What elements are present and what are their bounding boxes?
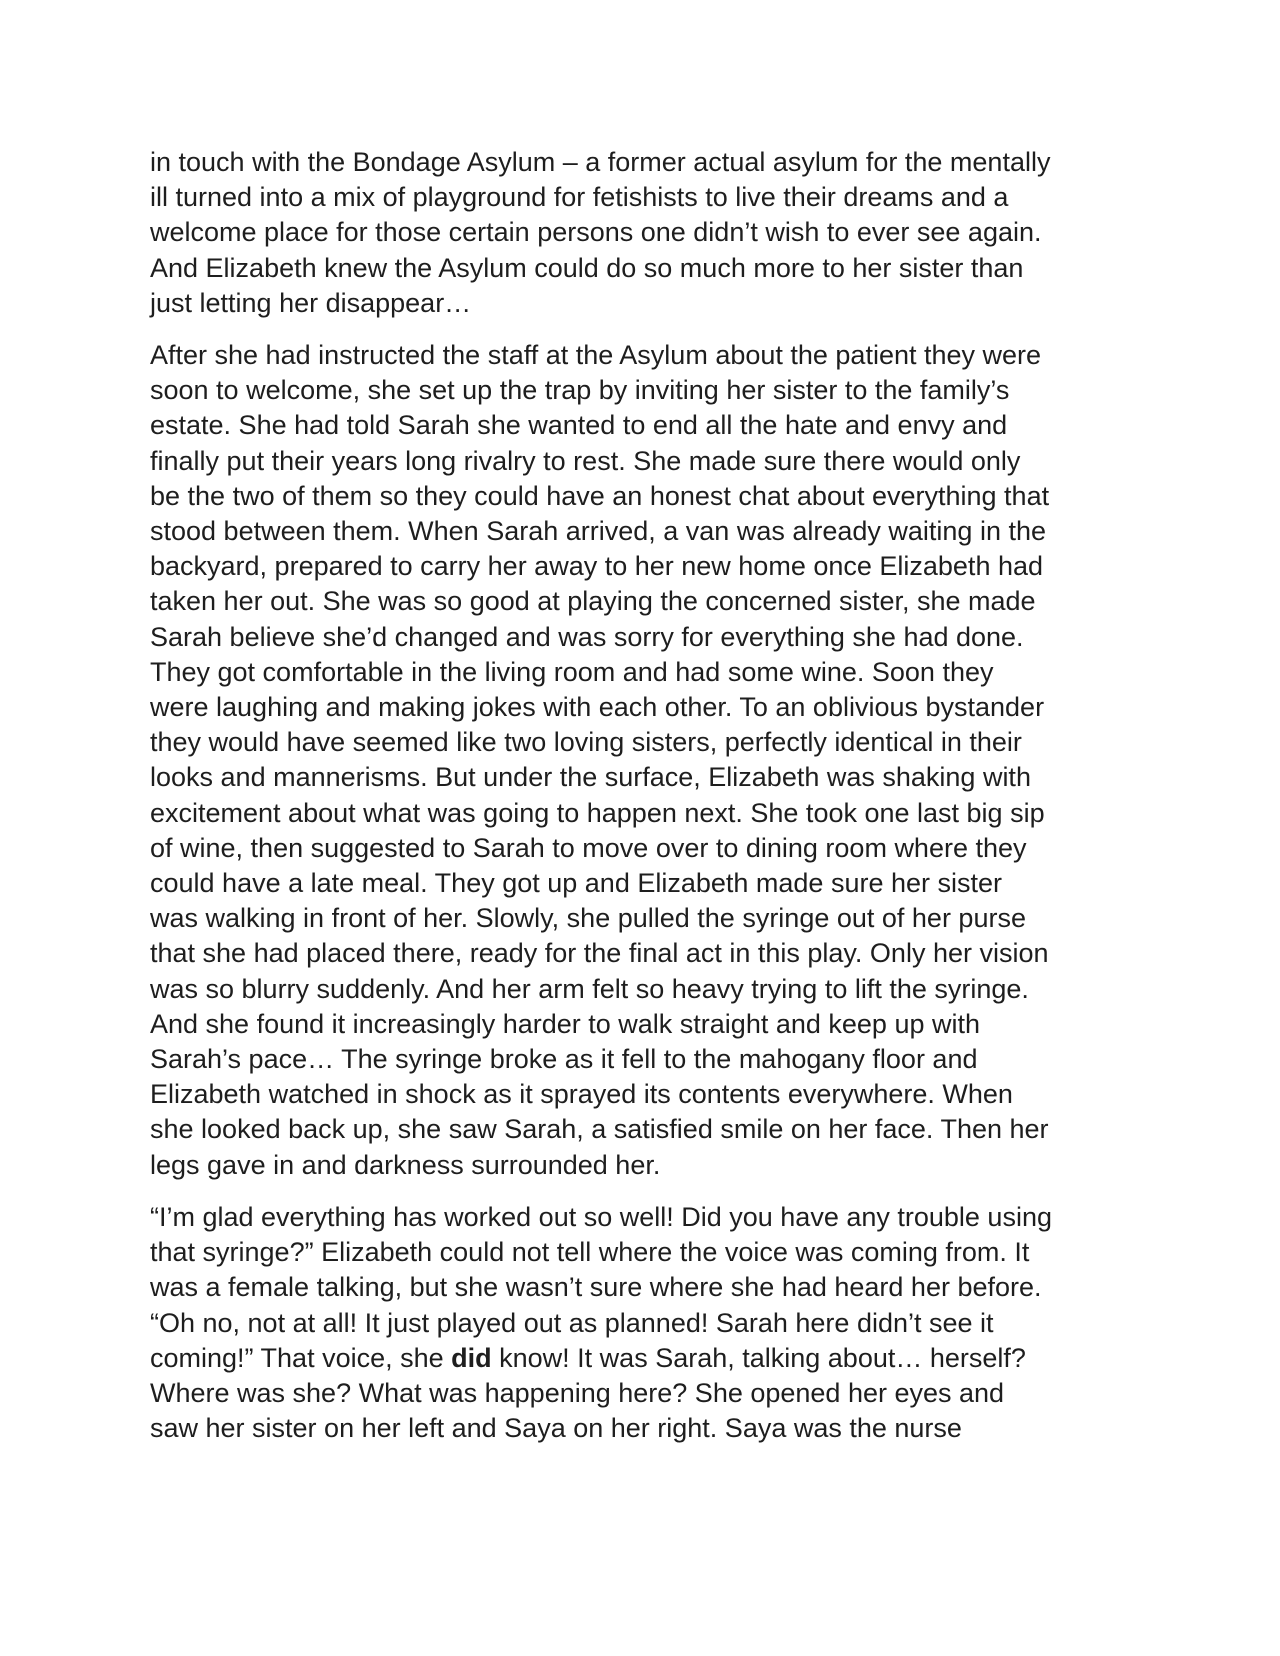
paragraph-2 bbox=[150, 338, 1140, 1183]
text-line: “I’m glad everything has worked out so well! Did you have any trouble using bbox=[150, 1201, 1052, 1232]
text-line: Sarah’s pace… The syringe broke as it fell to the mahogany floor and bbox=[150, 1044, 978, 1075]
text-line: she looked back up, she saw Sarah, a satisfied smile on her face. Then her bbox=[150, 1114, 1049, 1145]
text-line: was walking in front of her. Slowly, she pulled the syringe out of her purse bbox=[150, 903, 1026, 934]
text-line: in touch with the Bondage Asylum – a former actual asylum for the mentally bbox=[150, 147, 1051, 177]
body-text bbox=[150, 145, 1140, 1446]
emphasis-after: know! It was Sarah, talking about… herself? bbox=[491, 1342, 1026, 1373]
text-line: Where was she? What was happening here? She opened her eyes and bbox=[150, 1377, 1005, 1408]
text-line: that she had placed there, ready for the final act in this play. Only her vision bbox=[150, 938, 1049, 969]
text-line: that syringe?” Elizabeth could not tell where the voice was coming from. It bbox=[150, 1237, 1030, 1268]
text-line: was a female talking, but she wasn’t sure where she had heard her before. bbox=[150, 1272, 1042, 1303]
text-line: looks and mannerisms. But under the surface, Elizabeth was shaking with bbox=[150, 762, 1031, 793]
text-line: saw her sister on her left and Saya on her right. Saya was the nurse bbox=[150, 1413, 962, 1444]
text-line: could have a late meal. They got up and Elizabeth made sure her sister bbox=[150, 868, 1003, 899]
text-line: excitement about what was going to happen next. She took one last big sip bbox=[150, 797, 1045, 828]
text-line: be the two of them so they could have an honest chat about everything that bbox=[150, 480, 1050, 511]
text-line: stood between them. When Sarah arrived, a van was already waiting in the bbox=[150, 516, 1046, 547]
text-line-with-emphasis bbox=[150, 1341, 1140, 1376]
paragraph-3 bbox=[150, 1200, 1140, 1446]
text-line: taken her out. She was so good at playing the concerned sister, she made bbox=[150, 586, 1036, 617]
text-line: estate. She had told Sarah she wanted to end all the hate and envy and bbox=[150, 410, 1008, 441]
text-line: ill turned into a mix of playground for fetishists to live their dreams and a bbox=[150, 182, 1009, 213]
text-line: was so blurry suddenly. And her arm felt so heavy trying to lift the syringe. bbox=[150, 973, 1029, 1004]
text-line: Sarah believe she’d changed and was sorry for everything she had done. bbox=[150, 621, 1024, 652]
text-line: finally put their years long rivalry to rest. She made sure there would only bbox=[150, 445, 1021, 476]
text-line: After she had instructed the staff at the Asylum about the patient they were bbox=[150, 340, 1042, 371]
text-line: were laughing and making jokes with each other. To an oblivious bystander bbox=[150, 692, 1045, 723]
text-line: backyard, prepared to carry her away to her new home once Elizabeth had bbox=[150, 551, 1044, 582]
emphasis-bold-word: did bbox=[451, 1342, 492, 1373]
text-line: They got comfortable in the living room and had some wine. Soon they bbox=[150, 656, 994, 687]
text-line: soon to welcome, she set up the trap by inviting her sister to the family’s bbox=[150, 375, 1010, 406]
text-line: “Oh no, not at all! It just played out as planned! Sarah here didn’t see it bbox=[150, 1307, 994, 1338]
text-line: And Elizabeth knew the Asylum could do so much more to her sister than bbox=[150, 252, 1024, 283]
text-line: Elizabeth watched in shock as it sprayed its contents everywhere. When bbox=[150, 1079, 1013, 1110]
text-line: welcome place for those certain persons one didn’t wish to ever see again. bbox=[150, 217, 1042, 248]
text-line: of wine, then suggested to Sarah to move over to dining room where they bbox=[150, 832, 1027, 863]
text-line: And she found it increasingly harder to walk straight and keep up with bbox=[150, 1008, 980, 1039]
text-line: just letting her disappear… bbox=[150, 287, 472, 318]
paragraph-1 bbox=[150, 145, 1140, 321]
text-line: they would have seemed like two loving sisters, perfectly identical in their bbox=[150, 727, 1022, 758]
text-line: legs gave in and darkness surrounded her. bbox=[150, 1149, 661, 1180]
emphasis-before: coming!” That voice, she bbox=[150, 1342, 452, 1373]
